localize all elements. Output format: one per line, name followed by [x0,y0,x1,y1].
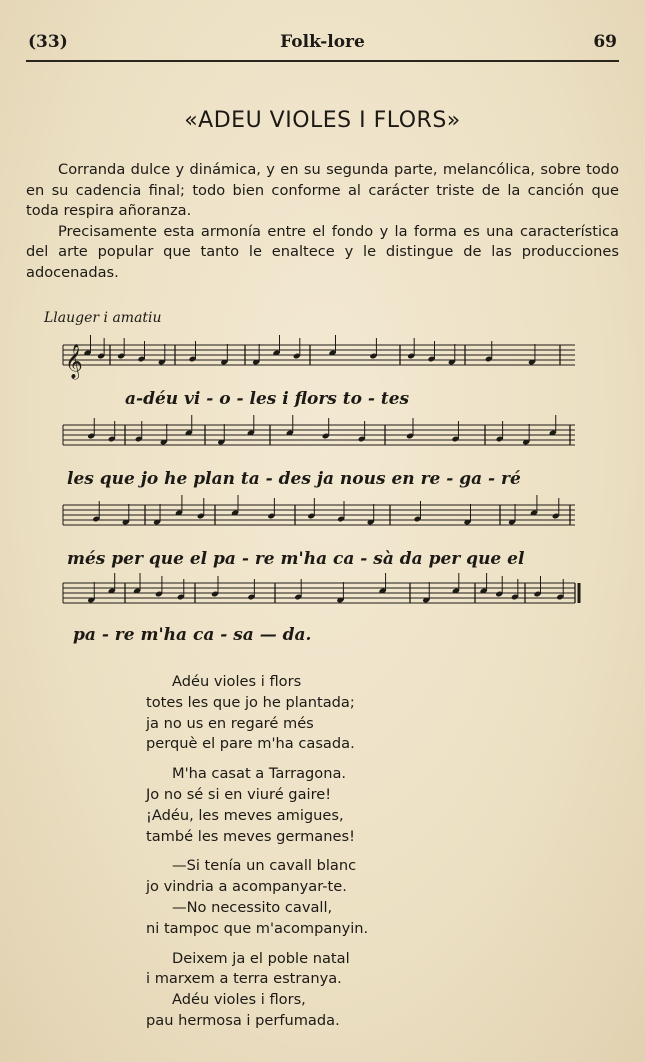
page-number: 69 [593,32,617,52]
music-score [55,335,585,645]
poem-line: totes les que jo he plantada; [146,693,355,711]
lyric-line-2: les que jo he plan ta - des ja nous en re - ga - ré [67,469,521,489]
poem-line: M'ha casat a Tarragona. [172,765,347,783]
stanza [146,764,368,847]
paragraph: Corranda dulce y dinámica, y en su segunda parte, melancólica, sobre todo en su cadencia final; todo bien conforme al carácter triste de la canción que toda respira añoranza. [26,161,619,219]
poem-line: perquè el pare m'ha casada. [146,735,355,753]
poem-line: Deixem ja el poble natal [172,949,350,967]
treble-clef-icon: 𝄞 [65,344,83,379]
poem-line: Jo no sé si en viuré gaire! [146,785,332,803]
score-svg [55,335,585,645]
paragraph: Precisamente esta armonía entre el fondo y la forma es una característica del arte popular que tanto le enaltece y le distingue de las producciones adocenadas. [26,222,619,281]
tempo-marking: Llauger i amatiu [44,310,162,326]
poem-line: pau hermosa i perfumada. [146,1011,340,1029]
poem [146,672,368,1041]
poem-line: ¡Adéu, les meves amigues, [146,806,344,824]
header-rule [26,60,619,62]
poem-line: també les meves germanes! [146,827,355,845]
lyric-line-1: a-déu vi - o - les i flors to - tes [125,389,410,409]
poem-line: Adéu violes i flors [172,673,302,690]
stanza [146,949,368,1032]
poem-line: Adéu violes i flors, [172,991,306,1009]
stanza [146,856,368,939]
poem-line: —No necessito cavall, [172,898,333,916]
song-title: «ADEU VIOLES I FLORS» [184,108,461,133]
poem-line: ni tampoc que m'acompanyin. [146,919,369,937]
poem-line: jo vindria a acompanyar-te. [146,878,347,896]
stanza [146,672,368,755]
header-title: Folk-lore [280,32,365,52]
lyric-line-4: pa - re m'ha ca - sa — da. [73,625,312,645]
commentary [26,160,619,283]
lyric-line-3: més per que el pa - re m'ha ca - sà da per que el [67,549,525,569]
poem-line: i marxem a terra estranya. [146,970,342,988]
running-header [26,30,619,62]
poem-line: ja no us en regaré més [146,714,314,732]
poem-line: —Si tenía un cavall blanc [172,857,357,875]
header-left-number: (33) [28,32,68,52]
